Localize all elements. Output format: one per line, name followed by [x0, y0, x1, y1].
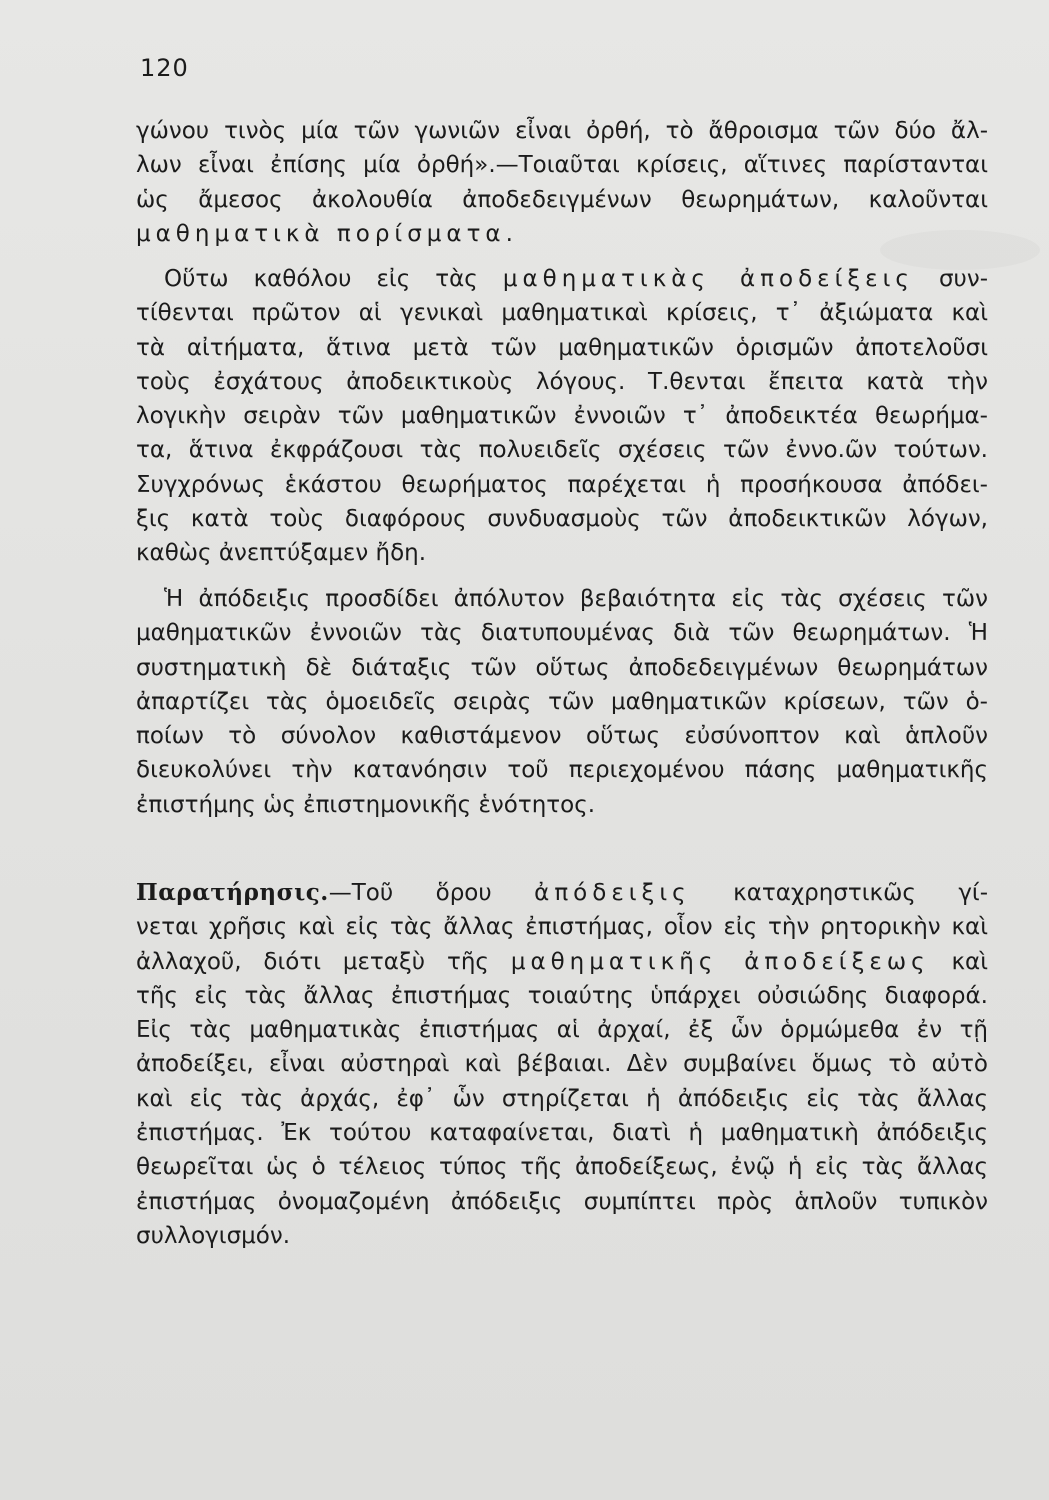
- text-line: μαθηματικῶν ἐννοιῶν τὰς διατυπουμένας διὰ τῶν θεωρημάτων. Ἡ: [136, 620, 988, 647]
- text-line: λων εἶναι ἐπίσης μία ὀρθή».—Τοιαῦται κρίσεις, αἵτινες παρίστανται: [136, 152, 988, 179]
- text-line: τὰ αἰτήματα, ἅτινα μετὰ τῶν μαθηματικῶν ὁρισμῶν ἀποτελοῦσι: [136, 334, 988, 361]
- text-span: —Τοῦ ὅρου: [328, 880, 492, 906]
- text-line: [136, 876, 988, 910]
- text-line: λογικὴν σειρὰν τῶν μαθηματικῶν ἐννοιῶν τ᾽ ἀποδεικτέα θεωρήμα-: [136, 403, 988, 430]
- text-line: ἀποδείξει, εἶναι αὐστηραὶ καὶ βέβαιαι. Δὲν συμβαίνει ὅμως τὸ αὐτὸ: [136, 1051, 988, 1078]
- text-line: [136, 262, 988, 296]
- text-line: Ἡ ἀπόδειξις προσδίδει ἀπόλυτον βεβαιότητα εἰς τὰς σχέσεις τῶν: [164, 586, 988, 612]
- text-line: θεωρεῖται ὡς ὁ τέλειος τύπος τῆς ἀποδείξεως, ἐνῷ ἡ εἰς τὰς ἄλλας: [136, 1154, 988, 1181]
- text-line: [136, 945, 988, 979]
- page-number: 120: [140, 54, 189, 82]
- text-line-spaced: μαθηματικὰ πορίσματα.: [136, 220, 518, 247]
- paragraph-1: [136, 114, 988, 251]
- text-line: Εἰς τὰς μαθηματικὰς ἐπιστήμας αἱ ἀρχαί, ἐξ ὧν ὁρμώμεθα ἐν τῇ: [136, 1017, 988, 1044]
- text-line: τῆς εἰς τὰς ἄλλας ἐπιστήμας τοιαύτης ὑπάρχει οὐσιώδης διαφορά.: [136, 982, 988, 1009]
- text-line: τίθενται πρῶτον αἱ γενικαὶ μαθηματικαὶ κρίσεις, τ᾽ ἀξιώματα καὶ: [136, 300, 988, 327]
- text-line: ἐπιστήμας ὀνομαζομένη ἀπόδειξις συμπίπτει πρὸς ἁπλοῦν τυπικὸν: [136, 1188, 988, 1215]
- remark-section: [136, 876, 988, 1253]
- text-line: διευκολύνει τὴν κατανόησιν τοῦ περιεχομένου πάσης μαθηματικῆς: [136, 757, 988, 784]
- text-line: Συγχρόνως ἑκάστου θεωρήματος παρέχεται ἡ προσήκουσα ἀπόδει-: [136, 471, 988, 498]
- text-span: Οὕτω καθόλου εἰς τὰς: [164, 266, 478, 292]
- text-line: ἐπιστήμης ὡς ἐπιστημονικῆς ἑνότητος.: [136, 791, 596, 818]
- text-line: ὡς ἄμεσος ἀκολουθία ἀποδεδειγμένων θεωρημάτων, καλοῦνται: [136, 186, 988, 213]
- text-line: ἐπιστήμας. Ἐκ τούτου καταφαίνεται, διατὶ ἡ μαθηματικὴ ἀπόδειξις: [136, 1120, 988, 1147]
- text-span: ἀλλαχοῦ, διότι μεταξὺ τῆς: [136, 948, 489, 975]
- text-line: γώνου τινὸς μία τῶν γωνιῶν εἶναι ὀρθή, τὸ ἄθροισμα τῶν δύο ἄλ-: [136, 118, 988, 144]
- text-line: ξις κατὰ τοὺς διαφόρους συνδυασμοὺς τῶν ἀποδεικτικῶν λόγων,: [136, 506, 988, 533]
- emphasis-spaced: μαθηματικὰς ἀποδείξεις: [502, 266, 914, 292]
- text-line: ποίων τὸ σύνολον καθιστάμενον οὕτως εὐσύνοπτον καὶ ἁπλοῦν: [136, 723, 988, 750]
- text-line: ἀπαρτίζει τὰς ὁμοειδεῖς σειρὰς τῶν μαθηματικῶν κρίσεων, τῶν ὁ-: [136, 688, 988, 715]
- text-span: συν-: [938, 266, 988, 292]
- paragraph-2: [136, 262, 988, 571]
- text-line: συλλογισμόν.: [136, 1222, 291, 1249]
- text-span: καταχρηστικῶς γί-: [733, 880, 988, 906]
- text-line: καὶ εἰς τὰς ἀρχάς, ἐφ᾽ ὧν στηρίζεται ἡ ἀπόδειξις εἰς τὰς ἄλλας: [136, 1085, 988, 1112]
- text-line: νεται χρῆσις καὶ εἰς τὰς ἄλλας ἐπιστήμας, οἷον εἰς τὴν ρητορικὴν καὶ: [136, 914, 988, 941]
- text-span: καὶ: [951, 948, 988, 975]
- emphasis-spaced: μαθηματικῆς ἀποδείξεως: [510, 948, 930, 975]
- emphasis-spaced: ἀπόδειξις: [534, 880, 691, 906]
- text-line: καθὼς ἀνεπτύξαμεν ἤδη.: [136, 540, 427, 567]
- remark-heading: Παρατήρησις.: [136, 879, 329, 906]
- text-line: τα, ἅτινα ἐκφράζουσι τὰς πολυειδεῖς σχέσεις τῶν ἐννο.ῶν τούτων.: [136, 437, 988, 464]
- text-line: συστηματικὴ δὲ διάταξις τῶν οὕτως ἀποδεδειγμένων θεωρημάτων: [136, 654, 988, 681]
- paragraph-3: [136, 582, 988, 822]
- text-line: τοὺς ἐσχάτους ἀποδεικτικοὺς λόγους. Τ.θενται ἔπειτα κατὰ τὴν: [136, 368, 988, 395]
